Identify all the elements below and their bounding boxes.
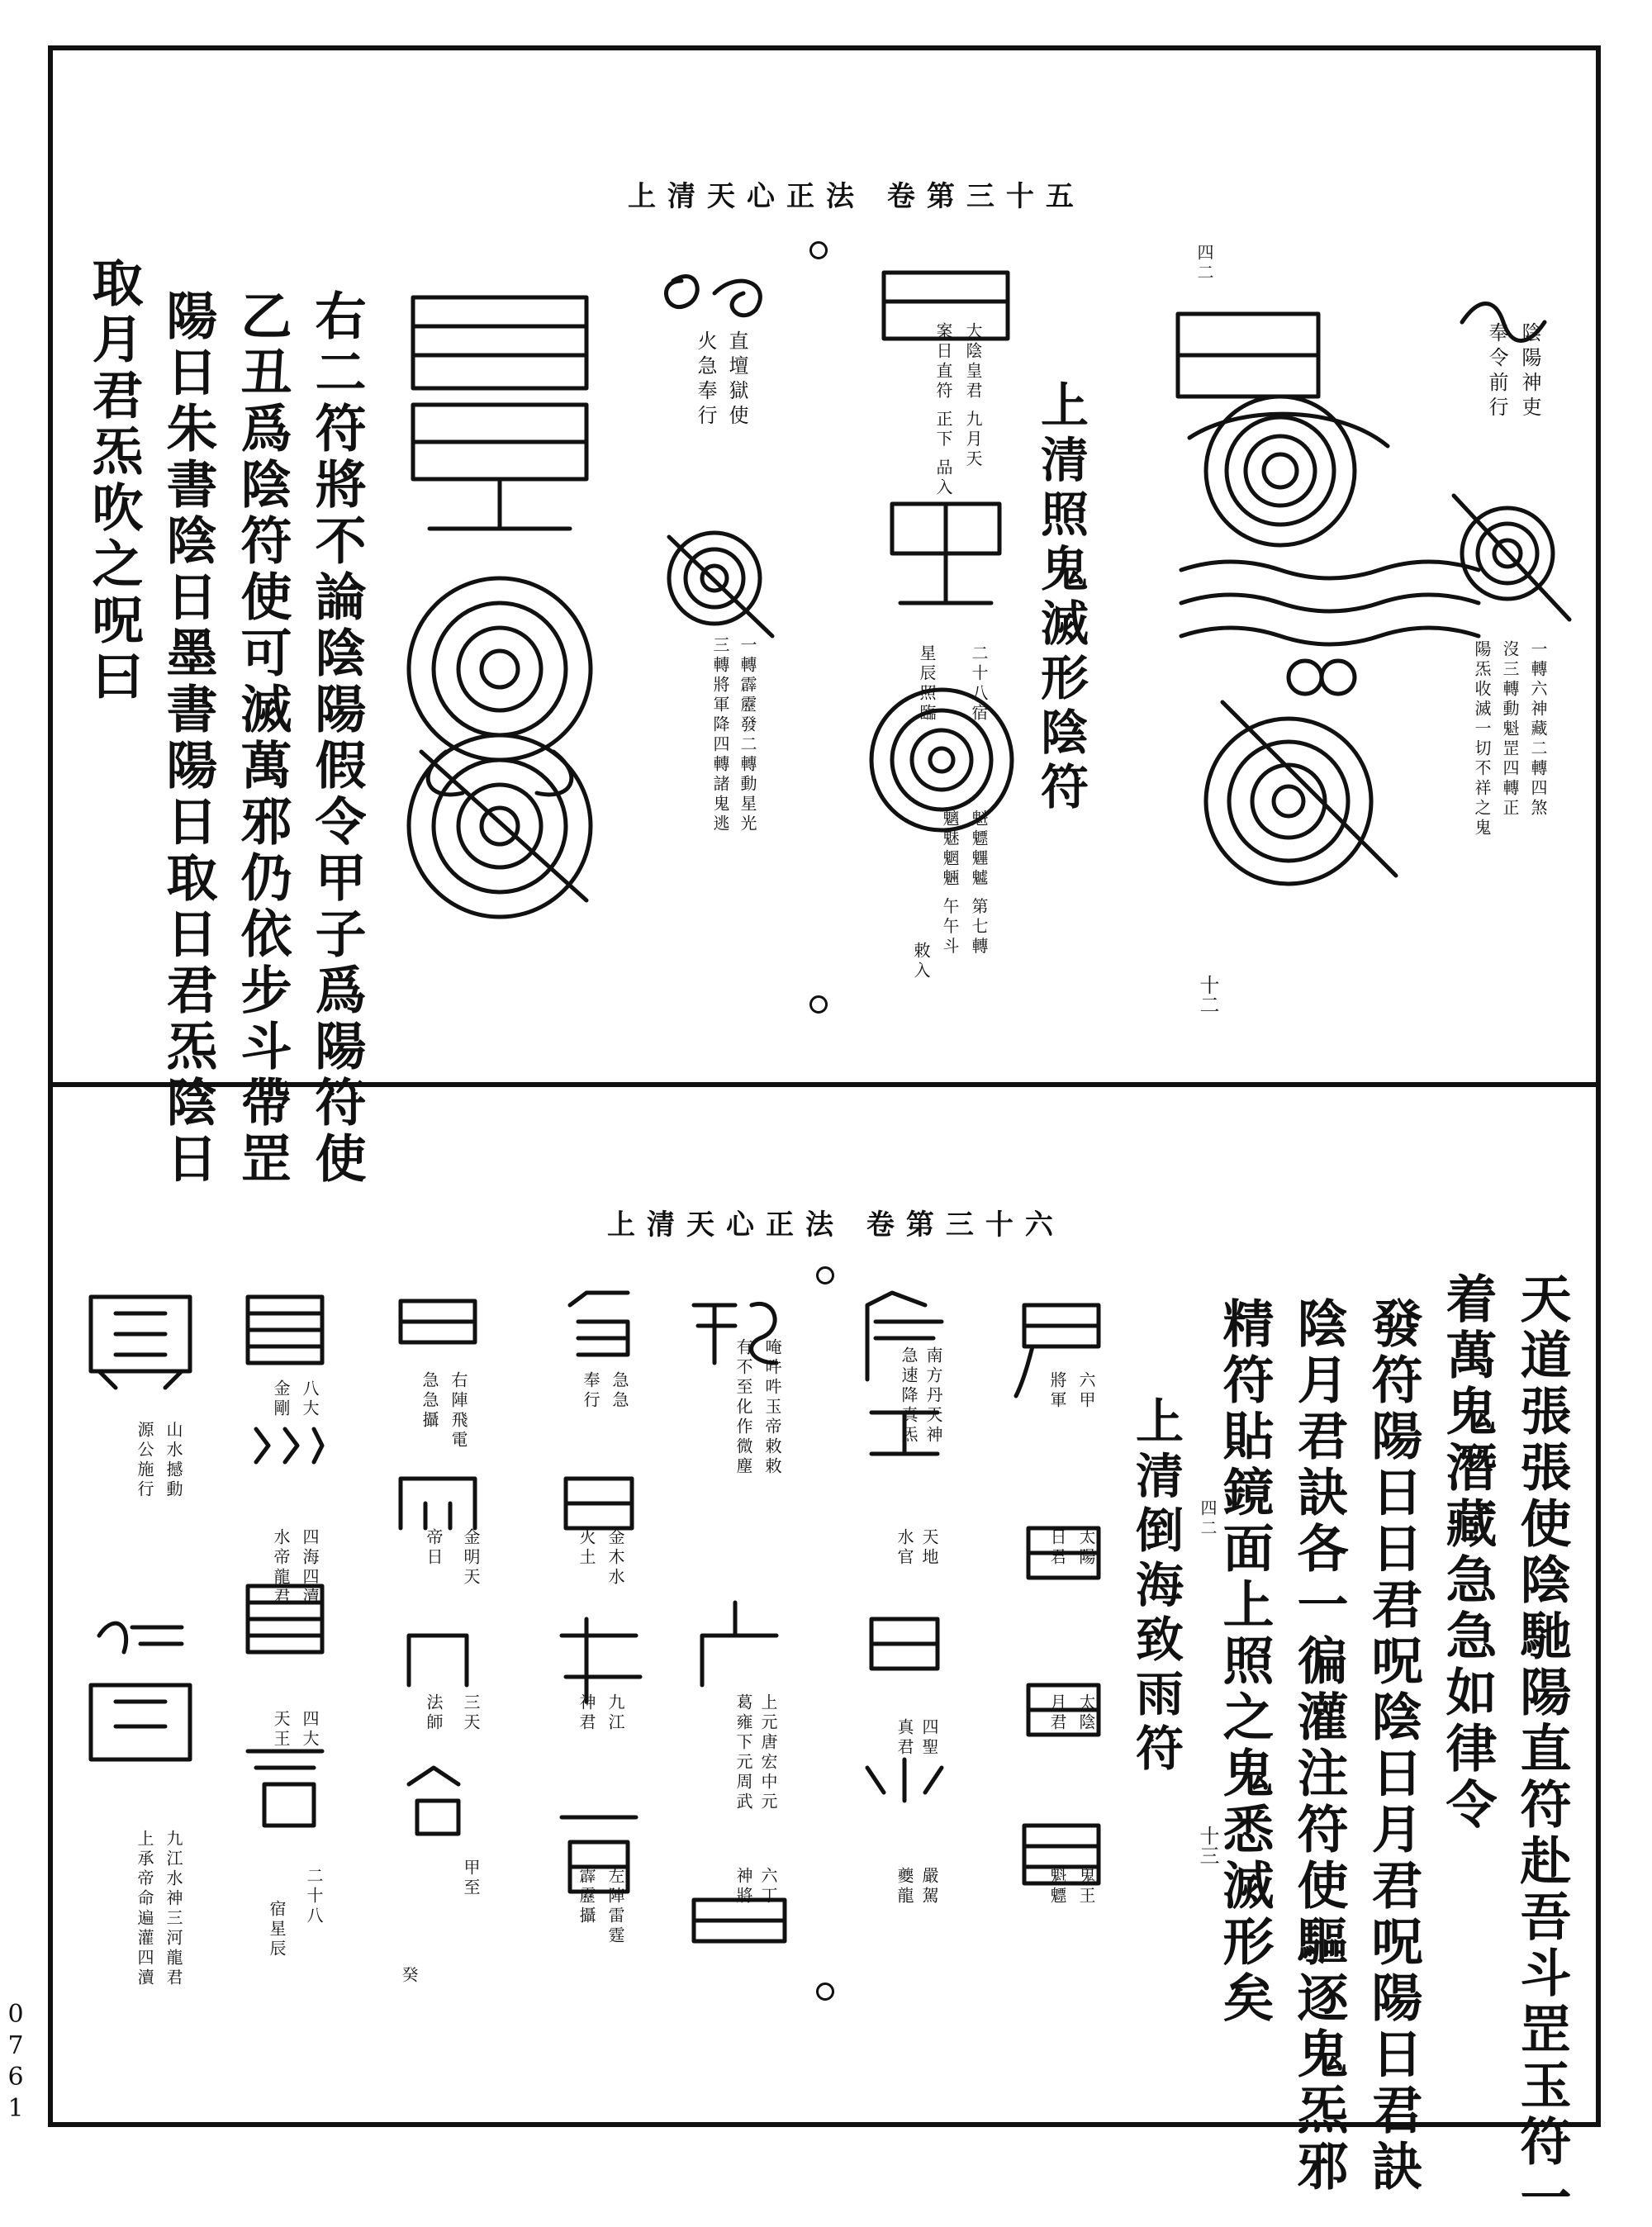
rain-column-6-note: 八大 bbox=[300, 1379, 320, 1419]
talisman2-note-head-1: 大陰皇君 九月天 bbox=[963, 322, 983, 470]
top-explanation-line-2: 乙丑爲陰符使可滅萬邪仍依步斗帶罡 bbox=[232, 289, 292, 1188]
rain-column-1-note: 太陰 bbox=[1076, 1693, 1096, 1733]
rain-column-2-note: 急速降真炁 bbox=[899, 1346, 919, 1446]
talisman3-note-tail-1: 一轉霹靂發二轉動星光 bbox=[738, 636, 757, 834]
rain-column-3-note: 六丁 bbox=[758, 1867, 778, 1906]
rain-column-1-note: 日君 bbox=[1047, 1528, 1067, 1568]
talisman3-note-tail-2: 三轉將軍降四轉諸鬼逃 bbox=[710, 636, 730, 834]
rain-column-2-note: 四聖 bbox=[919, 1718, 939, 1758]
rain-column-7-note: 山水撼動 bbox=[164, 1421, 183, 1500]
rain-column-6-note: 金剛 bbox=[271, 1379, 291, 1419]
rain-column-1-note: 將軍 bbox=[1047, 1371, 1067, 1411]
bottom-title: 上清倒海致雨符 bbox=[1127, 1396, 1184, 1778]
rain-column-4-note: 神君 bbox=[577, 1693, 596, 1733]
rain-column-5-note: 右陣飛電 bbox=[449, 1371, 468, 1451]
top-explanation-line-3: 陽日朱書陰日墨書陽日取日君炁陰日 bbox=[158, 289, 218, 1188]
rain-column-5-note: 金明天 bbox=[461, 1528, 481, 1588]
bottom-header: 上清天心正法 卷第三十六 bbox=[607, 1208, 1065, 1242]
talisman-seal-icon bbox=[396, 289, 611, 917]
rain-column-5-note: 癸 bbox=[399, 1966, 419, 1986]
rain-column-1-note: 太陽 bbox=[1076, 1528, 1096, 1568]
binding-hole bbox=[809, 241, 828, 259]
rain-column-3-note: 神將 bbox=[733, 1867, 753, 1906]
rain-column-4-note: 急急 bbox=[610, 1371, 629, 1411]
incantation-line-1: 天道張張使陰馳陽直符赴吾斗罡玉符一 bbox=[1512, 1272, 1572, 2227]
talisman-seal-icon bbox=[867, 264, 1016, 892]
rain-column-4-note: 九江 bbox=[605, 1693, 625, 1733]
rain-column-1-note: 魁魒 bbox=[1047, 1867, 1067, 1906]
top-page-number: 十二 bbox=[1196, 975, 1219, 1014]
talisman3-note-head-1: 直壇獄使 bbox=[725, 330, 748, 430]
rain-column-3-note: 上元唐宏中元 bbox=[758, 1693, 778, 1812]
rain-column-6-note: 四海四瀆 bbox=[300, 1528, 320, 1607]
binding-hole bbox=[816, 1982, 834, 2001]
rain-column-5-note: 急急攝 bbox=[420, 1371, 439, 1431]
rain-column-1-note: 月君 bbox=[1047, 1693, 1067, 1733]
incantation-line-4: 陰月君訣各一徧灌注符使驅逐鬼炁邪 bbox=[1289, 1297, 1349, 2196]
top-page-mark: 四二 bbox=[1194, 244, 1214, 283]
bottom-page-mark: 四二 bbox=[1198, 1499, 1218, 1539]
talisman1-note-head-1: 陰陽神吏 bbox=[1518, 322, 1541, 421]
talisman1-note-tail-3: 陽炁收滅一切不祥之鬼 bbox=[1472, 640, 1492, 838]
rain-column-5-note: 三天 bbox=[461, 1693, 481, 1733]
rain-column-7-note: 上承帝命遍灌四瀆 bbox=[135, 1830, 154, 1988]
talisman3-note-head-2: 火急奉行 bbox=[694, 330, 717, 430]
talisman2-note-tail-1: 魁魒魓魖 第七轉 bbox=[969, 810, 989, 957]
talisman2-note-head-2: 案日直符 正下 品入 bbox=[933, 322, 953, 498]
rain-column-5-note: 帝日 bbox=[424, 1528, 444, 1568]
rain-column-7-note: 源公施行 bbox=[135, 1421, 154, 1500]
rain-column-6-note: 水帝龍君 bbox=[271, 1528, 291, 1607]
rain-column-4-note: 奉行 bbox=[581, 1371, 601, 1411]
top-explanation-line-4: 取月君炁吹之呪曰 bbox=[83, 256, 144, 705]
rain-column-4-note: 金木水 bbox=[605, 1528, 625, 1588]
rain-column-6-note: 宿星辰 bbox=[267, 1900, 287, 1959]
rain-column-6-note: 二十八 bbox=[304, 1867, 324, 1926]
rain-column-2-note: 南方丹天神 bbox=[923, 1346, 943, 1446]
talisman2-note-mid-2: 星辰照臨 bbox=[917, 644, 937, 724]
binding-hole bbox=[809, 995, 828, 1014]
incantation-line-2: 着萬鬼潛藏急急如律令 bbox=[1437, 1272, 1498, 1834]
top-title: 上清照鬼滅形陰符 bbox=[1032, 380, 1089, 816]
rain-column-2-note: 真君 bbox=[895, 1718, 914, 1758]
talisman1-note-tail-2: 沒三轉動魁罡四轉正 bbox=[1500, 640, 1520, 819]
bottom-page-number: 十三 bbox=[1196, 1826, 1219, 1865]
side-page-number: 0 7 6 1 bbox=[7, 2000, 24, 2123]
rain-column-2-note: 水官 bbox=[895, 1528, 914, 1568]
rain-column-2-note: 夔龍 bbox=[895, 1867, 914, 1906]
rain-column-7-note: 九江水神三河龍君 bbox=[164, 1830, 183, 1988]
rain-column-1-note: 六甲 bbox=[1076, 1371, 1096, 1411]
talisman-seal-icon bbox=[653, 273, 776, 644]
binding-hole bbox=[816, 1266, 834, 1284]
rain-column-6-note: 天王 bbox=[271, 1710, 291, 1750]
rain-column-2-note: 嚴駕 bbox=[919, 1867, 939, 1906]
top-explanation-line-1: 右二符將不論陰陽假令甲子爲陽符使 bbox=[306, 289, 367, 1188]
rain-column-5-note: 甲至 bbox=[461, 1859, 481, 1898]
rain-column-1-note: 鬼王 bbox=[1076, 1867, 1096, 1906]
rain-column-3-note: 唵吽吽玉帝敕敕 bbox=[762, 1338, 782, 1477]
top-header: 上清天心正法 卷第三十五 bbox=[628, 180, 1085, 213]
rain-column-4-note: 左陣雷霆 bbox=[605, 1867, 625, 1946]
rain-column-4-note: 霹靂攝 bbox=[577, 1867, 596, 1926]
talisman1-note-tail-1: 一轉六神藏二轉四煞 bbox=[1528, 640, 1548, 819]
rain-column-3-note: 葛雍下元周武 bbox=[733, 1693, 753, 1812]
incantation-line-3: 發符陽日日君呪陰日月君呪陽日君訣 bbox=[1363, 1297, 1423, 2196]
talisman2-note-tail-2: 魑魅魍魎 午午斗 bbox=[940, 810, 960, 957]
rain-column-5-note: 法師 bbox=[424, 1693, 444, 1733]
talisman-seal-icon bbox=[1173, 273, 1569, 933]
rain-column-4-note: 火土 bbox=[577, 1528, 596, 1568]
talisman1-note-head-2: 奉令前行 bbox=[1485, 322, 1508, 421]
rain-column-3-note: 有不至化作微塵 bbox=[733, 1338, 753, 1477]
incantation-line-5: 精符貼鏡面上照之鬼悉滅形矣 bbox=[1214, 1297, 1275, 2027]
rain-column-6-note: 四大 bbox=[300, 1710, 320, 1750]
talisman2-note-tail-3: 敕入 bbox=[911, 942, 931, 981]
talisman2-note-mid-1: 二十八宿 bbox=[969, 644, 989, 724]
rain-column-2-note: 天地 bbox=[919, 1528, 939, 1568]
